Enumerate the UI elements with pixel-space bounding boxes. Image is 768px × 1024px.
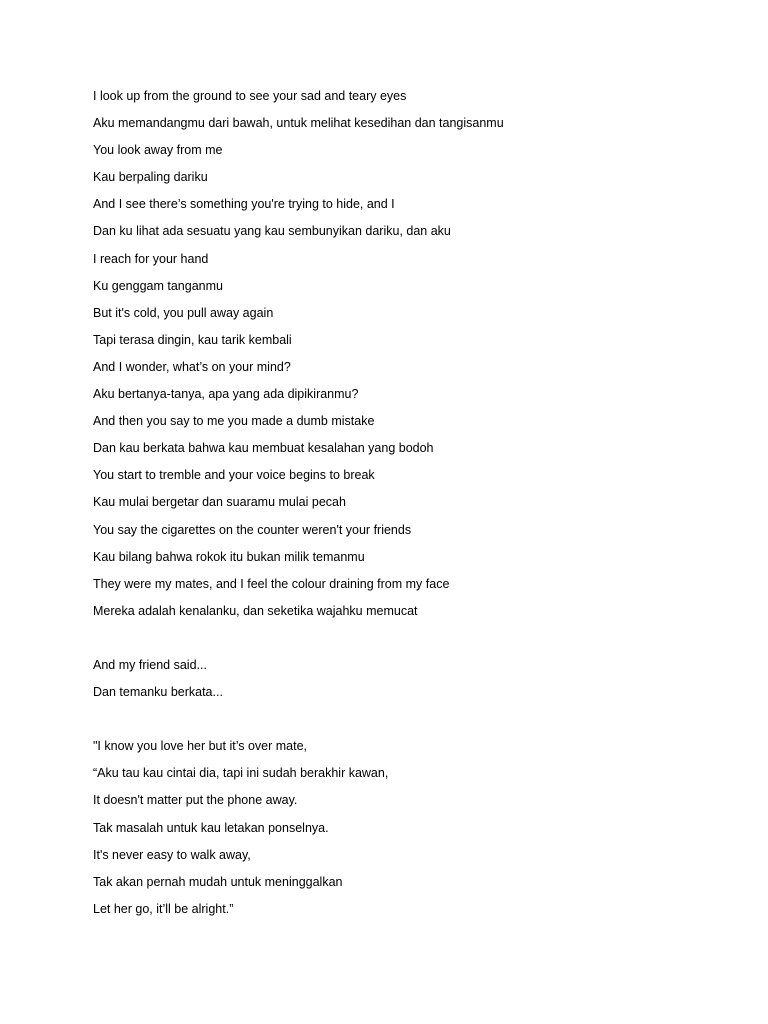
lyric-line: Kau mulai bergetar dan suaramu mulai pecah [93,495,346,510]
lyric-line: I look up from the ground to see your sad and teary eyes [93,89,407,103]
lyric-line: And I wonder, what’s on your mind? [93,359,291,374]
lyric-line: You start to tremble and your voice begins to break [93,468,375,483]
lyric-line: Mereka adalah kenalanku, dan seketika wajahku memucat [93,603,418,618]
lyric-line: But it's cold, you pull away again [93,305,274,320]
lyric-line: Ku genggam tanganmu [93,278,223,293]
lyric-line: They were my mates, and I feel the colour draining from my face [93,576,450,591]
lyric-line: Dan ku lihat ada sesuatu yang kau sembunyikan dariku, dan aku [93,224,451,239]
lyric-line: You look away from me [93,143,223,158]
lyric-line: And my friend said... [93,657,207,672]
lyric-line: It's never easy to walk away, [93,847,251,862]
lyric-line: It doesn't matter put the phone away. [93,793,298,808]
stanza-break [93,709,733,736]
lyric-line: Aku memandangmu dari bawah, untuk melihat kesedihan dan tangisanmu [93,116,504,131]
stanza-break [93,628,733,655]
lyric-line: Dan temanku berkata... [93,685,223,700]
lyric-line: Tak masalah untuk kau letakan ponselnya. [93,820,329,835]
lyric-line: Dan kau berkata bahwa kau membuat kesalahan yang bodoh [93,441,434,456]
lyric-line: Tapi terasa dingin, kau tarik kembali [93,332,292,347]
lyric-line: “Aku tau kau cintai dia, tapi ini sudah berakhir kawan, [93,766,389,781]
lyric-line: "I know you love her but it’s over mate, [93,739,308,754]
lyric-line: Aku bertanya-tanya, apa yang ada dipikiranmu? [93,387,359,402]
lyric-line: You say the cigarettes on the counter weren't your friends [93,522,412,537]
lyric-line: Let her go, it’ll be alright.” [93,901,234,916]
lyrics-body [93,86,733,926]
lyric-line: I reach for your hand [93,251,209,266]
lyric-line: Tak akan pernah mudah untuk meninggalkan [93,874,343,889]
lyric-line: And I see there’s something you're trying to hide, and I [93,197,395,212]
lyric-line: Kau berpaling dariku [93,170,208,185]
lyric-line: And then you say to me you made a dumb mistake [93,414,375,429]
lyric-line: Kau bilang bahwa rokok itu bukan milik temanmu [93,549,365,564]
